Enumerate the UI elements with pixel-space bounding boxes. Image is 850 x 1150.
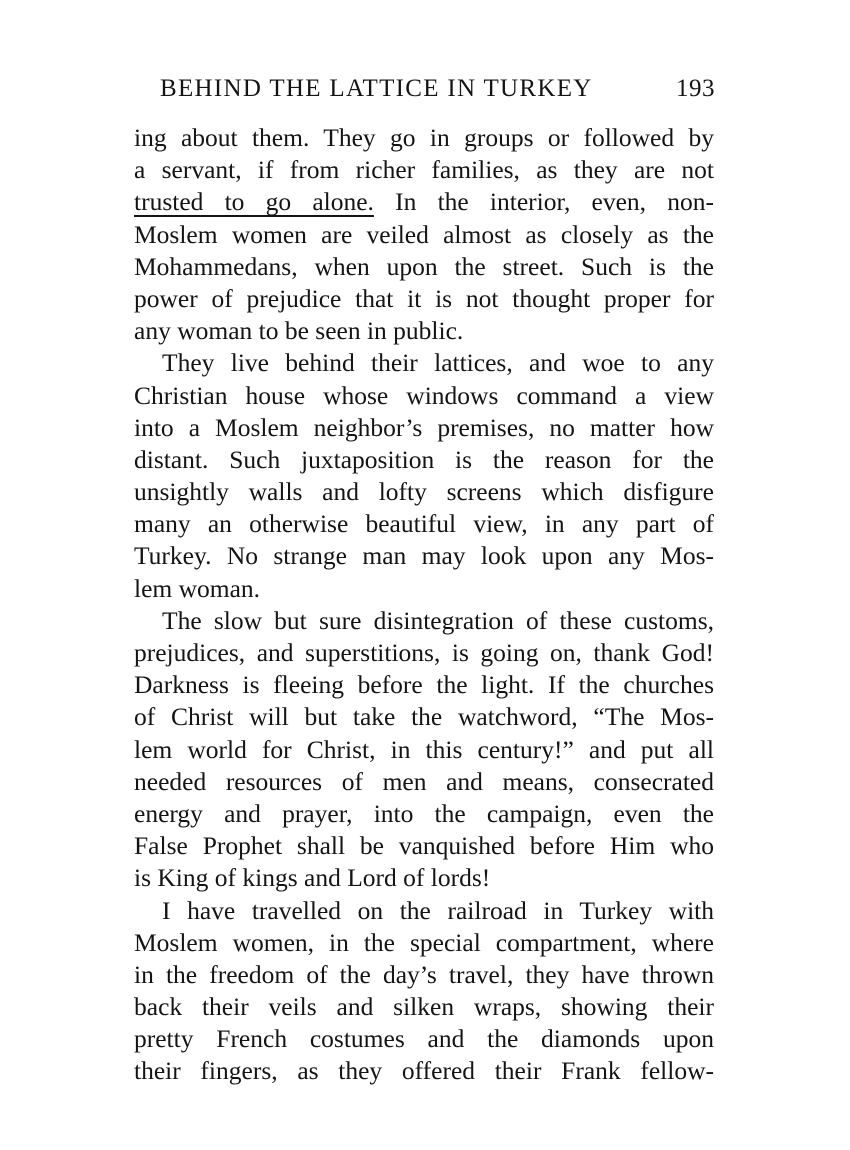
text-line: Mohammedans, when upon the street. Such is the (134, 251, 714, 281)
text-line: into a Moslem neighbor’s premises, no matter how (134, 412, 714, 442)
running-head-title: BEHIND THE LATTICE IN TURKEY (160, 75, 593, 102)
text-line: of Christ will but take the watchword, “The Mos- (134, 702, 714, 732)
text-line: unsightly walls and lofty screens which disfigure (134, 477, 714, 507)
text-line: distant. Such juxtaposition is the reason for the (134, 444, 714, 474)
text-line: their fingers, as they offered their Frank fellow- (134, 1056, 714, 1086)
text-line: lem woman. (134, 573, 261, 603)
underlined-phrase: trusted to go alone. (134, 187, 374, 217)
page-number: 193 (676, 75, 715, 102)
text-line: pretty French costumes and the diamonds upon (134, 1024, 714, 1054)
text-line: energy and prayer, into the campaign, even the (134, 798, 714, 828)
text-line: needed resources of men and means, consecrated (134, 766, 714, 796)
text-line: Christian house whose windows command a view (134, 380, 714, 410)
text-line: back their veils and silken wraps, showing their (134, 992, 714, 1022)
paragraph-first-line: The slow but sure disintegration of these customs, (162, 605, 714, 635)
text-line: False Prophet shall be vanquished before Him who (134, 831, 714, 861)
text-line: Moslem women are veiled almost as closely as the (134, 219, 714, 249)
text-line: is King of kings and Lord of lords! (134, 863, 491, 893)
paragraph-first-line: They live behind their lattices, and woe to any (162, 348, 714, 378)
text-line: in the freedom of the day’s travel, they have thrown (134, 959, 714, 989)
text-line: prejudices, and superstitions, is going on, thank God! (134, 638, 714, 667)
running-head (160, 73, 715, 105)
paragraph-first-line: I have travelled on the railroad in Turkey with (162, 895, 714, 925)
text-line: Turkey. No strange man may look upon any Mos- (134, 541, 714, 571)
text-line (134, 186, 714, 218)
text-line: Moslem women, in the special compartment, where (134, 927, 714, 957)
text-line: power of prejudice that it is not thought proper for (134, 283, 714, 313)
text-line: lem world for Christ, in this century!” and put all (134, 734, 714, 764)
body-text (134, 122, 714, 1088)
text-line: ing about them. They go in groups or followed by (134, 123, 714, 152)
text-line-continuation: In the interior, even, non- (395, 187, 714, 217)
text-line: Darkness is fleeing before the light. If the churches (134, 670, 714, 700)
text-line: many an otherwise beautiful view, in any part of (134, 509, 714, 539)
text-line: any woman to be seen in public. (134, 316, 464, 346)
text-line: a servant, if from richer families, as they are not (134, 155, 714, 185)
